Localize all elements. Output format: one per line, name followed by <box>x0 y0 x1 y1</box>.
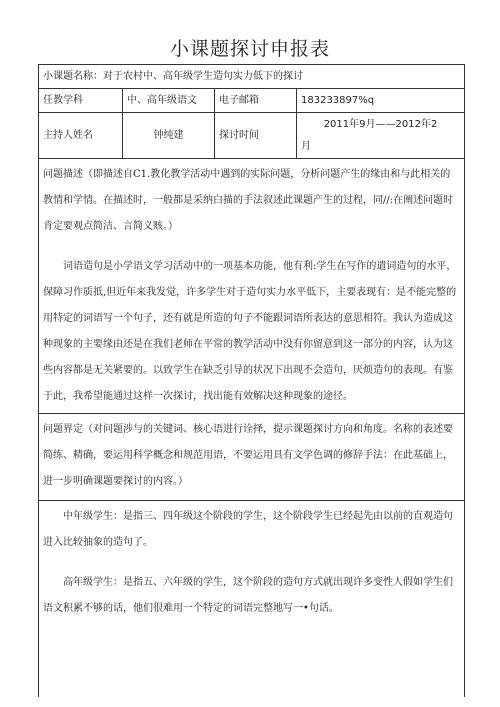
problem-description-body: 词语造句是小学语文学习活动中的一项基本功能，他有利:学生在写作的遣词造句的水平，保障习作质抵,但近年来我发觉，许多学生对于造句实力水平低下，主要表现有：是不能完整的用特定的词语写一个句子，还有就是所造的句子不能跟词语所表达的意思相符。我认为造成这种现象的主要缘由还是在我们老师在平常的教学活动中没有你留意到这一部分的内容，认为这些内容都是无关紧要的。以致学生在缺乏引导的状况下出现不会造句，厌烦造句的表现。有鉴于此，我希望能通过这样一次探讨，找出能有效解决这种现象的途径。 <box>43 261 457 402</box>
project-name-cell: 小课题名称：对于农村中、高年级学生造句实力低下的探讨 <box>39 65 465 89</box>
form-title: 小课题探讨申报表 <box>169 38 330 60</box>
problem-definition-section <box>39 414 465 501</box>
host-label: 主持人姓名 <box>39 113 123 159</box>
time-label: 探讨时间 <box>215 113 297 159</box>
high-grade-definition: 高年级学生：是指五、六年级的学生，这个阶段的造句方式就出现许多变性人假如学生们语文积累不够的话，他们很难用一个特定的词语完整地写一•句话。 <box>43 577 453 614</box>
email-value: 183233897%q <box>297 89 465 113</box>
time-value-line1: 2011年9月——2012年2 <box>323 118 438 130</box>
subject-value: 中、高年级语文 <box>123 89 215 113</box>
problem-description-prompt: 问题描述（即描述自C1.教化教学活动中遇到的实际问题，分析问题产生的缘由和与此相关的教情和学情。在描述时，一般都是采纳白描的手法叙述此课题产生的过程，同//:在阐述问题时肯定要观点简洁、言简义赅。） <box>43 169 454 232</box>
application-form-table <box>38 64 465 697</box>
problem-description-section <box>39 159 465 414</box>
definition-content-section <box>39 501 465 698</box>
time-value <box>297 113 465 159</box>
host-value: 钟纯建 <box>123 113 215 159</box>
time-value-line2: 月 <box>301 140 311 152</box>
middle-grade-definition: 中年级学生：是指三、四年级这个阶段的学生，这个阶段学生已经起先由以前的直观造句进入比较抽象的造句了。 <box>43 511 453 548</box>
problem-definition-prompt: 问题界定（对问题涉与的关键词、核心语进行诠择，提示课题探讨方向和角度。名称的表述要简练、精确，要运用科学概念和规范用语，不要运用具有文学色调的修辞手法：在此基础上，进一步明确课题要探讨的内容。） <box>43 424 453 487</box>
email-label: 电子邮箱 <box>215 89 297 113</box>
subject-label: 任教学科 <box>39 89 123 113</box>
